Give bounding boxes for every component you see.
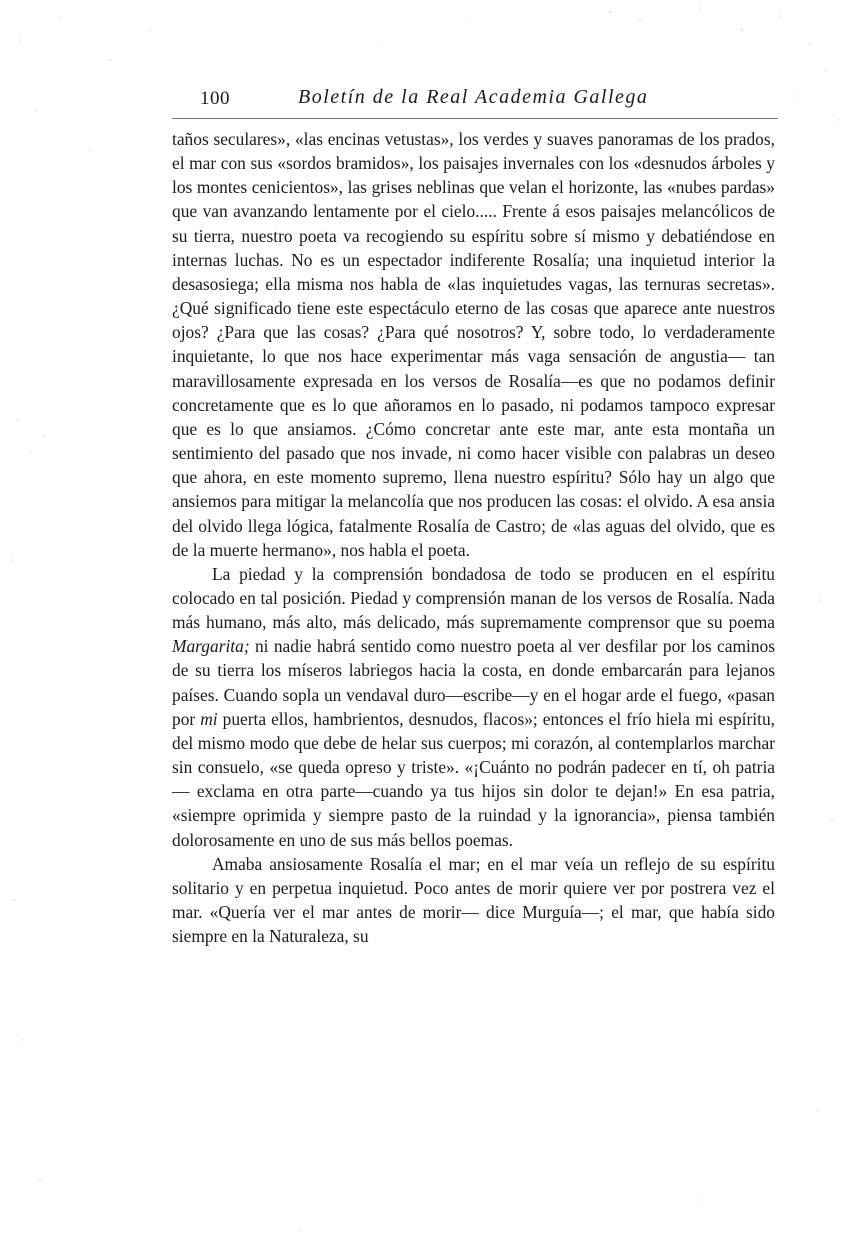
paragraph-2-text-b: ni nadie habrá sentido como nuestro poeta al ver desfilar por los caminos de su tierra los míseros labriegos hacia la costa, en donde embarcarán para lejanos países. Cuando sopla un vendaval duro—escribe—y en el hogar arde el fuego, «pasan por [172, 636, 775, 729]
paragraph-3 [172, 852, 775, 949]
body-text [172, 127, 775, 948]
journal-title: Boletín de la Real Academia Gallega [298, 86, 649, 108]
paragraph-3-text: Amaba ansiosamente Rosalía el mar; en el mar veía un reflejo de su espíritu solitario y en perpetua inquietud. Poco antes de morir quiere ver por postrera vez el mar. «Quería ver el mar antes de morir— dice Murguía—; el mar, que había sido siempre en la Naturaleza, su [172, 853, 775, 947]
paragraph-1 [172, 127, 775, 562]
paragraph-2 [172, 562, 775, 852]
running-header [172, 84, 778, 119]
emphasis-mi: mi [200, 708, 218, 729]
paragraph-1-text: taños seculares», «las encinas vetustas», los verdes y suaves panoramas de los prados, el mar con sus «sordos bramidos», los paisajes invernales con los «desnudos árboles y los montes cenicientos», las grises neblinas que velan el horizonte, las «nubes pardas» que van avanzando lentamente por el cielo..... Frente á esos paisajes melancólicos de su tierra, nuestro poeta va recogiendo su espíritu sobre sí mismo y debatiéndose en internas luchas. No es un espectador indiferente Rosalía; una inquietud interior la desasosiega; ella misma nos habla de «las inquietudes vagas, las ternuras secretas». ¿Qué significado tiene este espectáculo eterno de las cosas que aparece ante nuestros ojos? ¿Para que las cosas? ¿Para qué nosotros? Y, sobre todo, lo verdaderamente inquietante, lo que nos hace experimentar más vaga sensación de angustia— tan maravillosamente expresada en los versos de Rosalía—es que no podamos definir concretamente que es lo que añoramos en lo pasado, ni podamos tampoco expresar que es lo que ansiamos. ¿Cómo concretar ante este mar, ante esta montaña un sentimiento del pasado que nos invade, ni como hacer visible con palabras un deseo que ahora, en este momento supremo, llena nuestro espíritu? Sólo hay un algo que ansiemos para mitigar la melancolía que nos producen las cosas: el olvido. A esa ansia del olvido llega lógica, fatalmente Rosalía de Castro; de «las aguas del olvido, que es de la muerte hermano», nos habla el poeta. [172, 129, 775, 560]
paragraph-2-text-a: La piedad y la comprensión bondadosa de todo se producen en el espíritu colocado en tal posición. Piedad y comprensión manan de los versos de Rosalía. Nada más humano, más alto, más delicado, más supremamente comprensor que su poema [172, 563, 775, 633]
poem-title-margarita: Margarita; [172, 636, 250, 657]
page-number: 100 [200, 88, 230, 109]
paragraph-2-text-c: puerta ellos, hambrientos, desnudos, flacos»; entonces el frío hiela mi espíritu, del mismo modo que debe de helar sus cuerpos; mi corazón, al contemplarlos marchar sin consuelo, «se queda opreso y triste». «¡Cuánto no podrán padecer en tí, oh patria— exclama en otra parte—cuando ya tus hijos sin dolor te dejan!» En esa patria, «siempre oprimida y siempre pasto de la ruindad y la ignorancia», piensa también dolorosamente en uno de sus más bellos poemas. [172, 708, 775, 850]
